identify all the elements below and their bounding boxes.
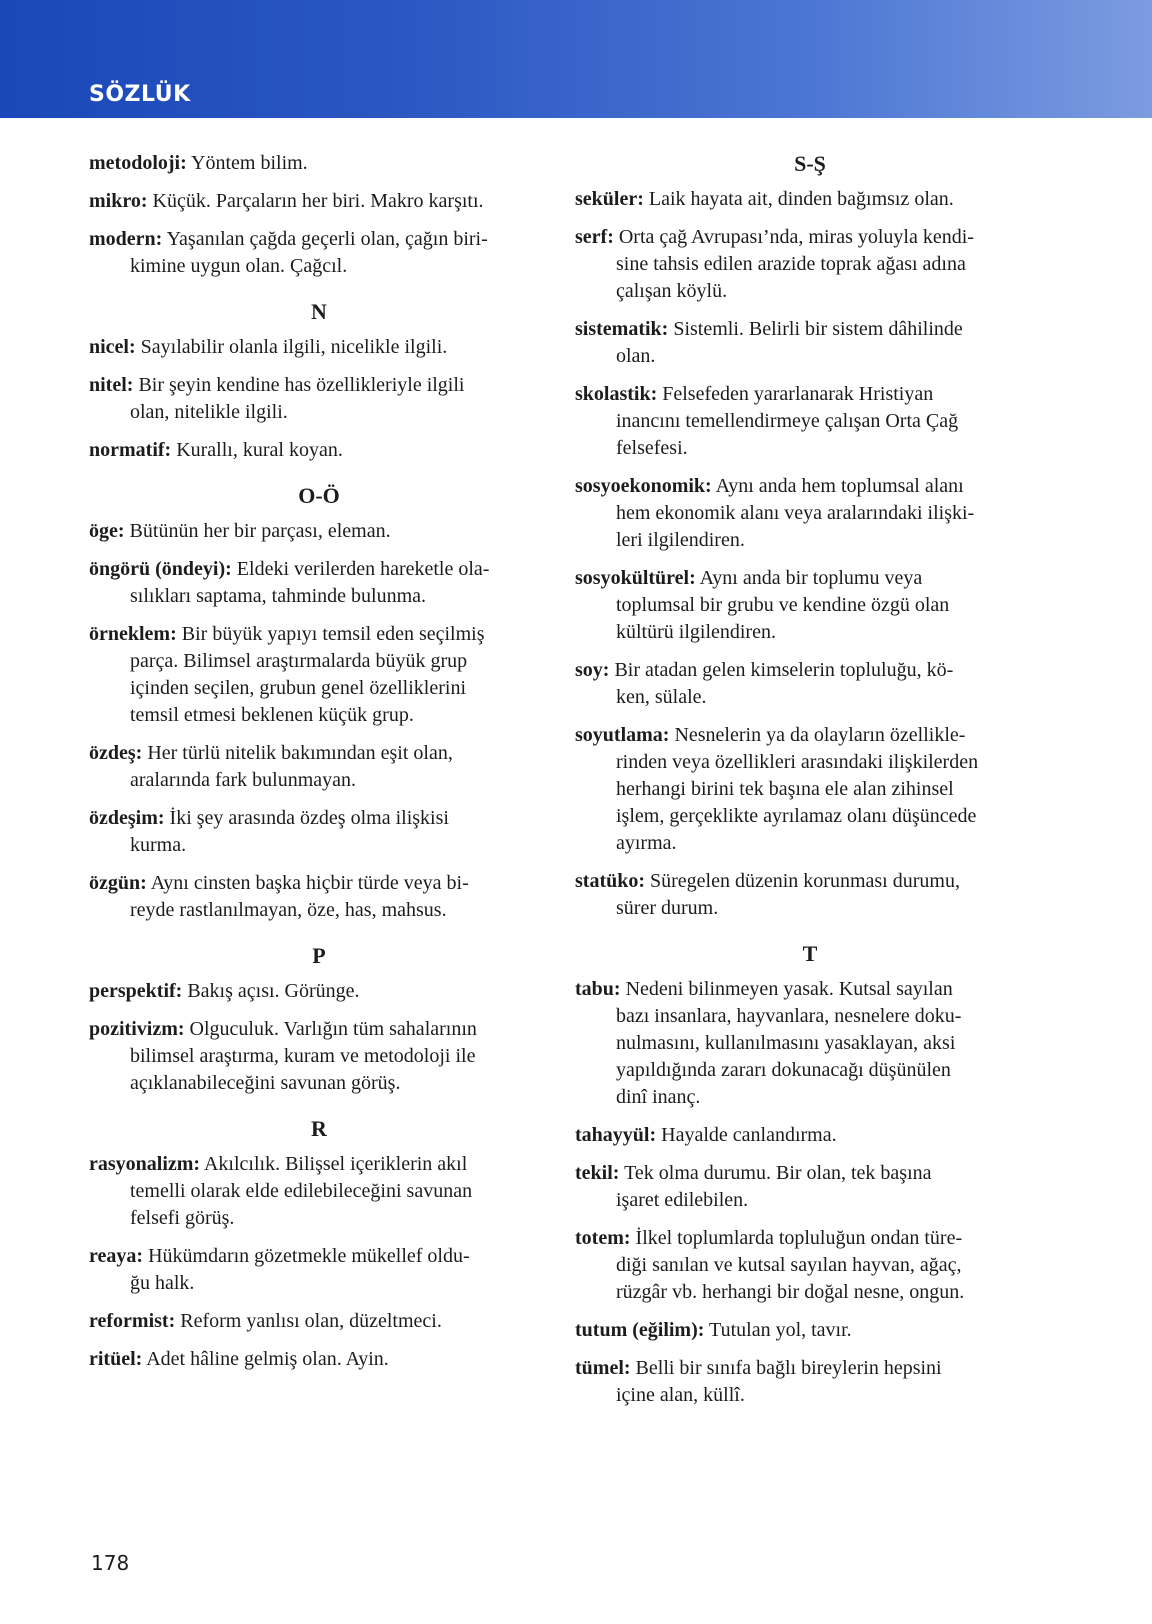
entry-first-line xyxy=(575,1160,1045,1187)
entry-definition-text: Sistemli. Belirli bir sistem dâhilinde xyxy=(668,318,963,340)
entry-first-line xyxy=(89,1308,549,1335)
entry-term: reformist: xyxy=(89,1310,176,1332)
entry-definition-text: Tek olma durumu. Bir olan, tek başına xyxy=(619,1162,932,1184)
entry-definition-text: yapıldığında zararı dokunacağı düşünülen xyxy=(616,1059,951,1081)
entry-definition-text: Bütünün her bir parçası, eleman. xyxy=(124,520,391,542)
entry-definition-text: olan. xyxy=(616,345,656,367)
entry-first-line xyxy=(89,556,549,583)
entry-continuation-line xyxy=(89,1205,549,1232)
entry-definition-text: Reform yanlısı olan, düzeltmeci. xyxy=(175,1310,442,1332)
entry-definition-text: ğu halk. xyxy=(130,1272,195,1294)
entry-continuation-line xyxy=(575,1084,1045,1111)
entry-definition-text: Her türlü nitelik bakımından eşit olan, xyxy=(142,742,453,764)
entry-continuation-line xyxy=(575,749,1045,776)
entry-continuation-line xyxy=(575,803,1045,830)
entry-definition-text: Akılcılık. Bilişsel içeriklerin akıl xyxy=(200,1153,468,1175)
entry-definition-text: hem ekonomik alanı veya aralarındaki ilişki- xyxy=(616,502,975,524)
entry-first-line xyxy=(89,334,549,361)
entry-continuation-line xyxy=(89,702,549,729)
entry-term: özdeş: xyxy=(89,742,143,764)
entry-continuation-line xyxy=(89,1043,549,1070)
entry-definition-text: olan, nitelikle ilgili. xyxy=(130,401,288,423)
entry-term: totem: xyxy=(575,1227,631,1249)
glossary-entry-reformist xyxy=(89,1308,549,1335)
section-letter-heading: R xyxy=(311,1116,327,1141)
entry-definition-text: Nedeni bilinmeyen yasak. Kutsal sayılan xyxy=(620,978,953,1000)
entry-first-line xyxy=(89,518,549,545)
entry-term: özdeşim: xyxy=(89,807,165,829)
entry-continuation-line xyxy=(89,399,549,426)
entry-definition-text: kurma. xyxy=(130,834,187,856)
entry-first-line xyxy=(89,226,549,253)
entry-first-line xyxy=(575,565,1045,592)
entry-first-line xyxy=(575,1355,1045,1382)
entry-first-line xyxy=(575,657,1045,684)
entry-term: özgün: xyxy=(89,872,147,894)
entry-term: ritüel: xyxy=(89,1348,143,1370)
entry-continuation-line xyxy=(575,500,1045,527)
glossary-entry-statuko xyxy=(575,868,1045,922)
entry-continuation-line xyxy=(89,767,549,794)
entry-definition-text: kültürü ilgilendiren. xyxy=(616,621,776,643)
glossary-entry-ozdesim xyxy=(89,805,549,859)
entry-continuation-line xyxy=(575,684,1045,711)
entry-definition-text: temsil etmesi beklenen küçük grup. xyxy=(130,704,414,726)
entry-continuation-line xyxy=(575,527,1045,554)
entry-definition-text: Adet hâline gelmiş olan. Ayin. xyxy=(142,1348,389,1370)
entry-definition-text: kimine uygun olan. Çağcıl. xyxy=(130,255,348,277)
glossary-entry-nicel xyxy=(89,334,549,361)
entry-definition-text: Küçük. Parçaların her biri. Makro karşıtı. xyxy=(147,190,484,212)
entry-term: sistematik: xyxy=(575,318,669,340)
page-number: 178 xyxy=(91,1551,130,1575)
entry-continuation-line xyxy=(575,343,1045,370)
entry-term: tümel: xyxy=(575,1357,631,1379)
entry-first-line xyxy=(89,150,549,177)
entry-definition-text: işlem, gerçeklikte ayrılamaz olanı düşüncede xyxy=(616,805,977,827)
entry-definition-text: Bir büyük yapıyı temsil eden seçilmiş xyxy=(176,623,485,645)
entry-term: soy: xyxy=(575,659,610,681)
entry-first-line xyxy=(575,1122,1045,1149)
entry-definition-text: bazı insanlara, hayvanlara, nesnelere doku- xyxy=(616,1005,962,1027)
entry-continuation-line xyxy=(89,897,549,924)
glossary-entry-totem xyxy=(575,1225,1045,1306)
entry-definition-text: Hükümdarın gözetmekle mükellef oldu- xyxy=(143,1245,470,1267)
glossary-entry-soyutlama xyxy=(575,722,1045,857)
glossary-entry-perspektif xyxy=(89,978,549,1005)
entry-definition-text: Aynı cinsten başka hiçbir türde veya bi- xyxy=(146,872,469,894)
entry-continuation-line xyxy=(575,619,1045,646)
entry-definition-text: Yöntem bilim. xyxy=(186,152,308,174)
entry-definition-text: Bir şeyin kendine has özellikleriyle ilgili xyxy=(133,374,465,396)
glossary-entry-tumel xyxy=(575,1355,1045,1409)
entry-definition-text: sine tahsis edilen arazide toprak ağası adına xyxy=(616,253,966,275)
entry-definition-text: Bir atadan gelen kimselerin topluluğu, kö- xyxy=(609,659,954,681)
entry-definition-text: içine alan, küllî. xyxy=(616,1384,745,1406)
entry-definition-text: işaret edilebilen. xyxy=(616,1189,749,1211)
entry-definition-text: inancını temellendirmeye çalışan Orta Çağ xyxy=(616,410,959,432)
entry-first-line xyxy=(575,224,1045,251)
entry-first-line xyxy=(89,621,549,648)
entry-definition-text: Nesnelerin ya da olayların özellikle- xyxy=(669,724,966,746)
glossary-entry-ozdes xyxy=(89,740,549,794)
entry-first-line xyxy=(575,473,1045,500)
entry-definition-text: rinden veya özellikleri arasındaki ilişkilerden xyxy=(616,751,979,773)
glossary-column-right xyxy=(575,150,1045,1420)
entry-definition-text: Tutulan yol, tavır. xyxy=(704,1319,852,1341)
entry-term: metodoloji: xyxy=(89,152,187,174)
glossary-entry-mikro xyxy=(89,188,549,215)
entry-definition-text: nulmasını, kullanılmasını yasaklayan, aksi xyxy=(616,1032,956,1054)
entry-definition-text: rüzgâr vb. herhangi bir doğal nesne, ongun. xyxy=(616,1281,965,1303)
entry-continuation-line xyxy=(575,1252,1045,1279)
entry-first-line xyxy=(89,1151,549,1178)
entry-definition-text: leri ilgilendiren. xyxy=(616,529,745,551)
entry-definition-text: diği sanılan ve kutsal sayılan hayvan, ağaç, xyxy=(616,1254,962,1276)
entry-first-line xyxy=(89,1346,549,1373)
glossary-entry-rasyonalizm xyxy=(89,1151,549,1232)
glossary-entry-sistematik xyxy=(575,316,1045,370)
glossary-entry-nitel xyxy=(89,372,549,426)
section-letter-heading: N xyxy=(311,299,327,324)
entry-first-line xyxy=(575,976,1045,1003)
entry-term: soyutlama: xyxy=(575,724,670,746)
entry-first-line xyxy=(89,188,549,215)
glossary-entry-serf xyxy=(575,224,1045,305)
glossary-entry-ozgun xyxy=(89,870,549,924)
entry-first-line xyxy=(575,868,1045,895)
entry-definition-text: İki şey arasında özdeş olma ilişkisi xyxy=(164,807,449,829)
entry-continuation-line xyxy=(575,1279,1045,1306)
entry-definition-text: temelli olarak elde edilebileceğini savunan xyxy=(130,1180,473,1202)
glossary-entry-soy xyxy=(575,657,1045,711)
entry-continuation-line xyxy=(89,1178,549,1205)
entry-first-line xyxy=(575,1317,1045,1344)
entry-term: reaya: xyxy=(89,1245,144,1267)
entry-continuation-line xyxy=(89,1070,549,1097)
entry-term: sosyoekonomik: xyxy=(575,475,712,497)
entry-definition-text: dinî inanç. xyxy=(616,1086,701,1108)
entry-first-line xyxy=(575,722,1045,749)
entry-continuation-line xyxy=(575,1382,1045,1409)
entry-term: nicel: xyxy=(89,336,136,358)
entry-definition-text: toplumsal bir grubu ve kendine özgü olan xyxy=(616,594,950,616)
entry-continuation-line xyxy=(89,583,549,610)
entry-term: rasyonalizm: xyxy=(89,1153,201,1175)
entry-continuation-line xyxy=(89,253,549,280)
entry-definition-text: sürer durum. xyxy=(616,897,719,919)
entry-definition-text: reyde rastlanılmayan, öze, has, mahsus. xyxy=(130,899,447,921)
entry-first-line xyxy=(89,805,549,832)
glossary-entry-tutum-egilim xyxy=(575,1317,1045,1344)
entry-term: statüko: xyxy=(575,870,646,892)
entry-continuation-line xyxy=(575,408,1045,435)
entry-definition-text: Orta çağ Avrupası’nda, miras yoluyla kendi- xyxy=(613,226,974,248)
entry-definition-text: İlkel toplumlarda topluluğun ondan türe- xyxy=(630,1227,963,1249)
entry-definition-text: felsefi görüş. xyxy=(130,1207,235,1229)
glossary-entry-sosyoekonomik xyxy=(575,473,1045,554)
entry-definition-text: Aynı anda hem toplumsal alanı xyxy=(711,475,964,497)
entry-term: serf: xyxy=(575,226,614,248)
entry-continuation-line xyxy=(575,895,1045,922)
entry-continuation-line xyxy=(575,830,1045,857)
entry-first-line xyxy=(89,437,549,464)
entry-term: modern: xyxy=(89,228,163,250)
glossary-entry-tekil xyxy=(575,1160,1045,1214)
entry-definition-text: çalışan köylü. xyxy=(616,280,728,302)
entry-first-line xyxy=(89,1016,549,1043)
entry-continuation-line xyxy=(89,648,549,675)
entry-first-line xyxy=(89,740,549,767)
glossary-entry-metodoloji xyxy=(89,150,549,177)
glossary-entry-reaya xyxy=(89,1243,549,1297)
entry-first-line xyxy=(575,381,1045,408)
entry-definition-text: Laik hayata ait, dinden bağımsız olan. xyxy=(643,188,954,210)
entry-definition-text: Yaşanılan çağda geçerli olan, çağın biri- xyxy=(162,228,488,250)
entry-continuation-line xyxy=(575,435,1045,462)
entry-term: mikro: xyxy=(89,190,148,212)
entry-definition-text: aralarında fark bulunmayan. xyxy=(130,769,357,791)
entry-definition-text: sılıkları saptama, tahminde bulunma. xyxy=(130,585,427,607)
glossary-entry-pozitivizm xyxy=(89,1016,549,1097)
glossary-entry-sosyokulturel xyxy=(575,565,1045,646)
entry-definition-text: Kurallı, kural koyan. xyxy=(171,439,343,461)
entry-definition-text: Süregelen düzenin korunması durumu, xyxy=(645,870,960,892)
page-title: SÖZLÜK xyxy=(89,82,191,107)
entry-first-line xyxy=(89,372,549,399)
entry-term: tutum (eğilim): xyxy=(575,1319,705,1341)
section-letter-heading: T xyxy=(802,941,818,966)
glossary-entry-orneklem xyxy=(89,621,549,729)
entry-first-line xyxy=(89,978,549,1005)
entry-first-line xyxy=(575,316,1045,343)
entry-term: örneklem: xyxy=(89,623,177,645)
glossary-entry-skolastik xyxy=(575,381,1045,462)
entry-term: tekil: xyxy=(575,1162,620,1184)
entry-definition-text: ayırma. xyxy=(616,832,677,854)
glossary-column-left xyxy=(89,150,549,1384)
entry-definition-text: felsefesi. xyxy=(616,437,688,459)
entry-definition-text: Hayalde canlandırma. xyxy=(656,1124,837,1146)
entry-definition-text: ken, sülale. xyxy=(616,686,707,708)
entry-definition-text: parça. Bilimsel araştırmalarda büyük grup xyxy=(130,650,468,672)
entry-term: öge: xyxy=(89,520,125,542)
glossary-entry-ongoru-ondeyi xyxy=(89,556,549,610)
section-letter-heading: S-Ş xyxy=(794,151,826,176)
glossary-entry-tahayyul xyxy=(575,1122,1045,1149)
section-letter-heading: O-Ö xyxy=(298,483,340,508)
entry-continuation-line xyxy=(89,675,549,702)
entry-definition-text: bilimsel araştırma, kuram ve metodoloji ile xyxy=(130,1045,476,1067)
entry-definition-text: içinden seçilen, grubun genel özelliklerini xyxy=(130,677,466,699)
entry-continuation-line xyxy=(575,592,1045,619)
glossary-entry-rituel xyxy=(89,1346,549,1373)
entry-definition-text: Belli bir sınıfa bağlı bireylerin hepsini xyxy=(630,1357,942,1379)
entry-definition-text: Sayılabilir olanla ilgili, nicelikle ilgili. xyxy=(135,336,448,358)
glossary-entry-normatif xyxy=(89,437,549,464)
glossary-entry-sekuler xyxy=(575,186,1045,213)
entry-term: tahayyül: xyxy=(575,1124,657,1146)
entry-definition-text: Aynı anda bir toplumu veya xyxy=(695,567,923,589)
entry-term: tabu: xyxy=(575,978,621,1000)
glossary-entry-tabu xyxy=(575,976,1045,1111)
entry-first-line xyxy=(575,1225,1045,1252)
entry-term: skolastik: xyxy=(575,383,658,405)
entry-term: öngörü (öndeyi): xyxy=(89,558,232,580)
entry-first-line xyxy=(89,1243,549,1270)
entry-continuation-line xyxy=(575,1030,1045,1057)
entry-term: perspektif: xyxy=(89,980,183,1002)
entry-term: pozitivizm: xyxy=(89,1018,185,1040)
entry-first-line xyxy=(575,186,1045,213)
entry-continuation-line xyxy=(575,1057,1045,1084)
glossary-entry-modern xyxy=(89,226,549,280)
entry-definition-text: Felsefeden yararlanarak Hristiyan xyxy=(657,383,934,405)
entry-continuation-line xyxy=(89,1270,549,1297)
entry-definition-text: Bakış açısı. Görünge. xyxy=(182,980,360,1002)
entry-term: sosyokültürel: xyxy=(575,567,696,589)
entry-continuation-line xyxy=(575,776,1045,803)
entry-term: normatif: xyxy=(89,439,172,461)
entry-continuation-line xyxy=(575,251,1045,278)
entry-definition-text: açıklanabileceğini savunan görüş. xyxy=(130,1072,401,1094)
entry-term: seküler: xyxy=(575,188,644,210)
entry-definition-text: herhangi birini tek başına ele alan zihinsel xyxy=(616,778,954,800)
glossary-entry-oge xyxy=(89,518,549,545)
entry-first-line xyxy=(89,870,549,897)
entry-continuation-line xyxy=(575,1187,1045,1214)
entry-term: nitel: xyxy=(89,374,134,396)
entry-continuation-line xyxy=(575,278,1045,305)
entry-continuation-line xyxy=(89,832,549,859)
page-header xyxy=(0,0,1152,118)
entry-definition-text: Olguculuk. Varlığın tüm sahalarının xyxy=(184,1018,477,1040)
entry-continuation-line xyxy=(575,1003,1045,1030)
entry-definition-text: Eldeki verilerden hareketle ola- xyxy=(231,558,490,580)
section-letter-heading: P xyxy=(312,943,326,968)
